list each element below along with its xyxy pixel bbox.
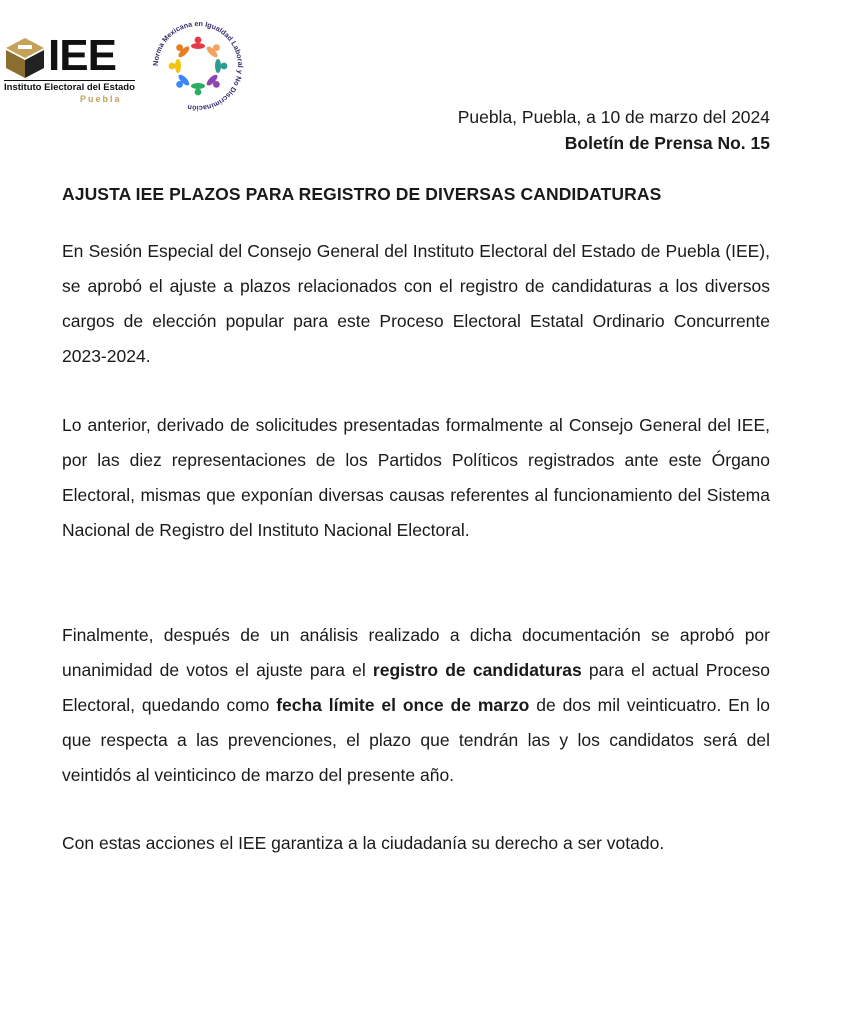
iee-logo-letters: IEE <box>48 31 116 80</box>
iee-logo <box>2 31 135 104</box>
seal-figure-head <box>195 89 202 96</box>
equality-seal-icon <box>146 14 250 118</box>
seal-figure-body <box>191 43 205 49</box>
seal-figure-body <box>191 83 205 89</box>
seal-figure-head <box>195 37 202 44</box>
paragraph-3-bold-fecha: fecha límite el once de marzo <box>276 695 530 715</box>
place-date: Puebla, Puebla, a 10 de marzo del 2024 <box>457 107 770 127</box>
seal-figures <box>169 37 228 96</box>
press-headline: AJUSTA IEE PLAZOS PARA REGISTRO DE DIVERSAS CANDIDATURAS <box>62 184 662 204</box>
iee-logo-city: Puebla <box>80 94 122 104</box>
seal-figure-body <box>215 59 221 73</box>
iee-logo-name: Instituto Electoral del Estado <box>4 82 135 93</box>
paragraph-2: Lo anterior, derivado de solicitudes presentadas formalmente al Consejo General del IEE, por las diez representaciones de los Partidos Políticos registrados ante este Órgano Electoral, mismas que exponían diversas causas referentes al funcionamiento del Sistema Nacional de Registro del Instituto Nacional Electoral. <box>62 415 770 540</box>
paragraph-3-bold-registro: registro de candidaturas <box>372 660 582 680</box>
paragraph-3-part3: de dos mil veinticuatro. En lo que respecta a las prevenciones, el plazo que tendrán las y los candidatos será del veintidós al veinticinco de marzo del presente año. <box>62 695 770 785</box>
paragraph-3-part1: Finalmente, después de un análisis realizado a dicha documentación se aprobó por unanimidad de votos el ajuste para el <box>62 625 770 680</box>
bulletin-number: Boletín de Prensa No. 15 <box>564 133 770 153</box>
seal-figure-head <box>221 63 228 70</box>
dateline <box>458 104 770 156</box>
svg-text:Norma Mexicana en Igualdad Lab <box>151 19 245 113</box>
paragraph-4: Con estas acciones el IEE garantiza a la ciudadanía su derecho a ser votado. <box>62 833 665 853</box>
ballot-box-icon <box>4 36 46 80</box>
paragraph-1: En Sesión Especial del Consejo General del Instituto Electoral del Estado de Puebla (IEE), se aprobó el ajuste a plazos relacionados con el registro de candidaturas a los diversos cargos de elección popular para este Proceso Electoral Estatal Ordinario Concurrente 2023-2024. <box>62 241 770 366</box>
seal-figure-head <box>169 63 176 70</box>
seal-ring-text: Norma Mexicana en Igualdad Laboral y No Discriminación <box>150 18 246 114</box>
paragraph-3-part2: para el actual Proceso Electoral, quedando como <box>62 660 770 715</box>
paragraph-3 <box>62 618 770 793</box>
seal-figure-body <box>175 59 181 73</box>
